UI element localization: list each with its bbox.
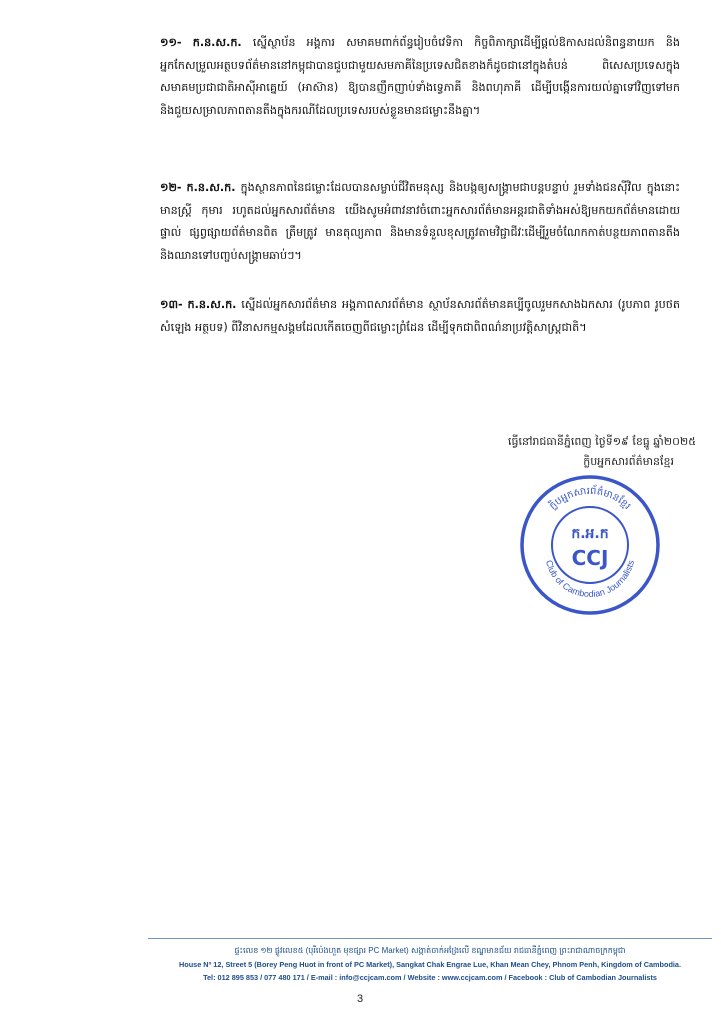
organization-abbreviation: ក.ន.ស.ក. [187, 298, 237, 311]
page-number: 3 [356, 993, 364, 1005]
footer-contact-info: Tel: 012 895 853 / 077 480 171 / E-mail : info@ccjcam.com / Website : www.ccjcam.com / Facebook : Club of Cambodian Journalists [203, 973, 657, 982]
paragraph-number: ១១- [160, 36, 182, 49]
letterhead-footer [150, 944, 710, 984]
footer-divider [148, 938, 712, 939]
paragraph-12 [160, 177, 680, 267]
date-line: ធ្វើនៅរាជធានីភ្នំពេញ ថ្ងៃទី១៩ ខែធ្នូ ឆ្នាំ២០២៥ [507, 435, 696, 448]
seal-emblem-latin: CCJ [571, 546, 609, 570]
signature-block [436, 432, 696, 472]
seal-emblem-khmer: ក.អ.ក [571, 526, 609, 542]
paragraph-text: ក្នុងស្ថានភាពនៃជម្លោះដែលបានសម្លាប់ជីវិតមនុស្ស និងបង្កឲ្យសង្គ្រាមជាបន្តបន្ទាប់ រួមទាំងជនស៊ីវិល ក្នុងនោះមានស្ត្រី កុមារ រហូតដល់អ្នកសារព័ត៌មាន យើងសូមអំពាវនាវចំពោះអ្នកសារព័ត៌មានអន្តរជាតិទាំងអស់ឱ្យមកយកព័ត៌មានដោយផ្ទាល់ ផ្សព្វផ្សាយព័ត៌មានពិត ត្រឹមត្រូវ មានតុល្យភាព និងមានទំនួលខុសត្រូវតាមវិជ្ជាជីវៈដើម្បីរួមចំណែកកាត់បន្ថយភាពតានតឹង និងឈានទៅបញ្ចប់សង្គ្រាមឆាប់ៗ។ [160, 181, 680, 262]
seal-top-text: ក្លិបអ្នកសារព័ត៌មានខ្មែរ [547, 485, 633, 513]
seal-bottom-text: Club of Cambodian Journalists [543, 558, 637, 600]
organization-line: ក្លិបអ្នកសារព័ត៌មានខ្មែរ [583, 455, 674, 468]
paragraph-11 [160, 32, 680, 122]
paragraph-number: ១២- [160, 181, 182, 194]
paragraph-text: ស្នើស្ថាប័ន អង្គការ សមាគមពាក់ព័ន្ធរៀបចំវេទិកា កិច្ចពិភាក្សាដើម្បីផ្ដល់ឱកាសដល់និពន្ធនាយក និងអ្នកកែសម្រួលអត្ថបទព័ត៌មាននៅកម្ពុជាបានជួបជាមួយសមភាគីនៃប្រទេសជិតខាងក៏ដូចជានៅក្នុងតំបន់ ពិសេសប្រទេសក្នុងសមាគមប្រជាជាតិអាស៊ីអាគ្នេយ៍ (អាស៊ាន) ឱ្យបានញឹកញាប់ទាំងទ្វេភាគី និងពហុភាគី ដើម្បីបង្កើនការយល់គ្នាទៅវិញទៅមក និងជួយសម្រាលភាពតានតឹងក្នុងករណីដែលប្រទេសរបស់ខ្លួនមានជម្លោះនឹងគ្នា។ [160, 36, 680, 117]
seal-inner-ring [552, 507, 628, 583]
paragraph-13 [160, 294, 680, 339]
footer-english-address: House Nº 12, Street 5 (Borey Peng Huot in front of PC Market), Sangkat Chak Engrae Lue, Khan Mean Chey, Phnom Penh, Kingdom of Cambodia. [178, 960, 682, 969]
footer-khmer-address: ផ្ទះលេខ ១២ ផ្លូវលេខ៥ (បុរីប៉េងហួត មុខផ្សារ PC Market) សង្កាត់ចាក់អង្រែលើ ខណ្ឌមានជ័យ រាជធានីភ្នំពេញ ព្រះរាជាណាចក្រកម្ពុជា [234, 946, 626, 955]
organization-abbreviation: ក.ន.ស.ក. [192, 36, 242, 49]
organization-abbreviation: ក.ន.ស.ក. [186, 181, 236, 194]
paragraph-number: ១៣- [160, 298, 183, 311]
organization-seal [515, 470, 665, 620]
paragraph-text: ស្នើដល់អ្នកសារព័ត៌មាន អង្គភាពសារព័ត៌មាន ស្ថាប័នសារព័ត៌មានគប្បីចូលរួមកសាងឯកសារ (រូបភាព រូបថត សំឡេង អត្ថបទ) ពីវិនាសកម្មសង្គមដែលកើតចេញពីជម្លោះព្រំដែន ដើម្បីទុកជាពិពណ៌នាប្រវត្តិសាស្ត្រជាតិ។ [160, 298, 680, 334]
